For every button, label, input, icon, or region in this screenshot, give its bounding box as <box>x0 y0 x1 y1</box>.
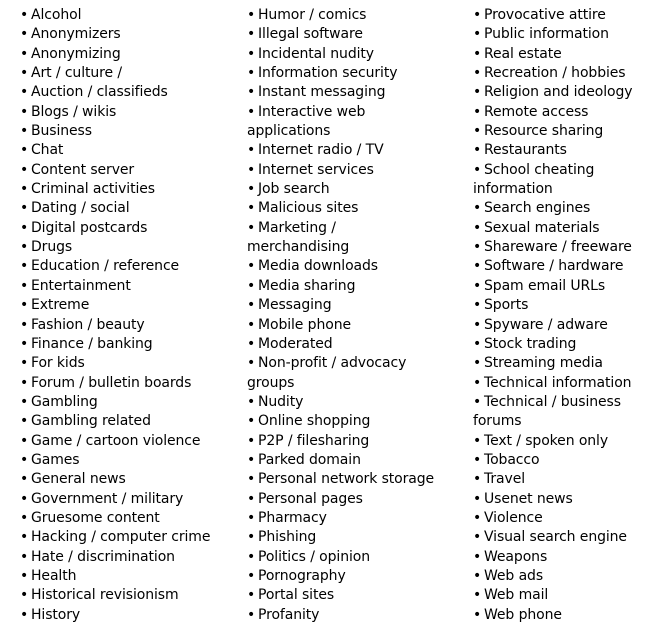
list-item: • Information security <box>247 64 461 83</box>
list-item: • Moderated <box>247 335 461 354</box>
list-item: • Incidental nudity <box>247 45 461 64</box>
list-item: • Games <box>20 451 235 470</box>
list-item: • Web mail <box>473 586 648 605</box>
list-item: • Pharmacy <box>247 509 461 528</box>
list-item: • General news <box>20 470 235 489</box>
list-item: • Criminal activities <box>20 180 235 199</box>
list-item: • Profanity <box>247 606 461 625</box>
list-item: • Fashion / beauty <box>20 316 235 335</box>
list-item: • Drugs <box>20 238 235 257</box>
list-item: • Recreation / hobbies <box>473 64 648 83</box>
list-item: • Gruesome content <box>20 509 235 528</box>
list-item: • Art / culture / <box>20 64 235 83</box>
list-item: • Business <box>20 122 235 141</box>
list-item: • Finance / banking <box>20 335 235 354</box>
list-item: • Internet services <box>247 161 461 180</box>
list-item: • Streaming media <box>473 354 648 373</box>
list-item: • Forum / bulletin boards <box>20 374 235 393</box>
category-column-2 <box>247 6 461 625</box>
list-item: • Spam email URLs <box>473 277 648 296</box>
list-item: • Auction / classifieds <box>20 83 235 102</box>
list-item: • Public information <box>473 25 648 44</box>
list-item: • Game / cartoon violence <box>20 432 235 451</box>
list-item: • Extreme <box>20 296 235 315</box>
list-item: • Gambling related <box>20 412 235 431</box>
list-item: • Hate / discrimination <box>20 548 235 567</box>
list-item: • Religion and ideology <box>473 83 648 102</box>
list-item: • Anonymizers <box>20 25 235 44</box>
list-item: • Humor / comics <box>247 6 461 25</box>
list-item: • Mobile phone <box>247 316 461 335</box>
list-item: • School cheating information <box>473 161 598 200</box>
list-item: • Web ads <box>473 567 648 586</box>
list-item: • Gambling <box>20 393 235 412</box>
list-item: • Remote access <box>473 103 648 122</box>
list-item: • Interactive web applications <box>247 103 402 142</box>
list-item: • Real estate <box>473 45 648 64</box>
list-item: • Usenet news <box>473 490 648 509</box>
list-item: • Visual search engine <box>473 528 648 547</box>
list-item: • Sports <box>473 296 648 315</box>
list-item: • Alcohol <box>20 6 235 25</box>
list-item: • For kids <box>20 354 235 373</box>
list-item: • Sexual materials <box>473 219 648 238</box>
list-item: • P2P / filesharing <box>247 432 461 451</box>
list-item: • Anonymizing <box>20 45 235 64</box>
list-item: • Illegal software <box>247 25 461 44</box>
list-item: • Tobacco <box>473 451 648 470</box>
list-item: • Violence <box>473 509 648 528</box>
list-item: • Personal pages <box>247 490 461 509</box>
list-item: • Chat <box>20 141 235 160</box>
list-item: • Web phone <box>473 606 648 625</box>
list-item: • Restaurants <box>473 141 648 160</box>
list-item: • Marketing / merchandising <box>247 219 357 258</box>
list-item: • Software / hardware <box>473 257 648 276</box>
list-item: • Entertainment <box>20 277 235 296</box>
list-item: • Dating / social <box>20 199 235 218</box>
list-item: • Personal network storage <box>247 470 461 489</box>
list-item: • Travel <box>473 470 648 489</box>
list-item: • Blogs / wikis <box>20 103 235 122</box>
list-item: • Phishing <box>247 528 461 547</box>
list-item: • Stock trading <box>473 335 648 354</box>
list-item: • Politics / opinion <box>247 548 461 567</box>
list-item: • Digital postcards <box>20 219 235 238</box>
list-item: • Pornography <box>247 567 461 586</box>
list-item: • Instant messaging <box>247 83 461 102</box>
list-item: • Education / reference <box>20 257 235 276</box>
list-item: • Internet radio / TV <box>247 141 461 160</box>
list-item: • Malicious sites <box>247 199 461 218</box>
list-item: • Technical / business forums <box>473 393 633 432</box>
list-item: • Parked domain <box>247 451 461 470</box>
list-item: • Provocative attire <box>473 6 648 25</box>
list-item: • Hacking / computer crime <box>20 528 235 547</box>
list-item: • Technical information <box>473 374 648 393</box>
list-item: • Job search <box>247 180 461 199</box>
list-item: • Text / spoken only <box>473 432 648 451</box>
list-item: • Shareware / freeware <box>473 238 648 257</box>
category-list <box>0 6 652 631</box>
list-item: • Weapons <box>473 548 648 567</box>
list-item: • Spyware / adware <box>473 316 648 335</box>
list-item: • Nudity <box>247 393 461 412</box>
list-item: • Online shopping <box>247 412 461 431</box>
category-column-1 <box>20 6 235 625</box>
list-item: • Search engines <box>473 199 648 218</box>
list-item: • Messaging <box>247 296 461 315</box>
list-item: • Media sharing <box>247 277 461 296</box>
list-item: • Resource sharing <box>473 122 648 141</box>
list-item: • Portal sites <box>247 586 461 605</box>
list-item: • Government / military <box>20 490 235 509</box>
category-column-3 <box>473 6 648 625</box>
list-item: • History <box>20 606 235 625</box>
list-item: • Health <box>20 567 235 586</box>
list-item: • Content server <box>20 161 235 180</box>
list-item: • Non-profit / advocacy groups <box>247 354 422 393</box>
list-item: • Historical revisionism <box>20 586 235 605</box>
list-item: • Media downloads <box>247 257 461 276</box>
